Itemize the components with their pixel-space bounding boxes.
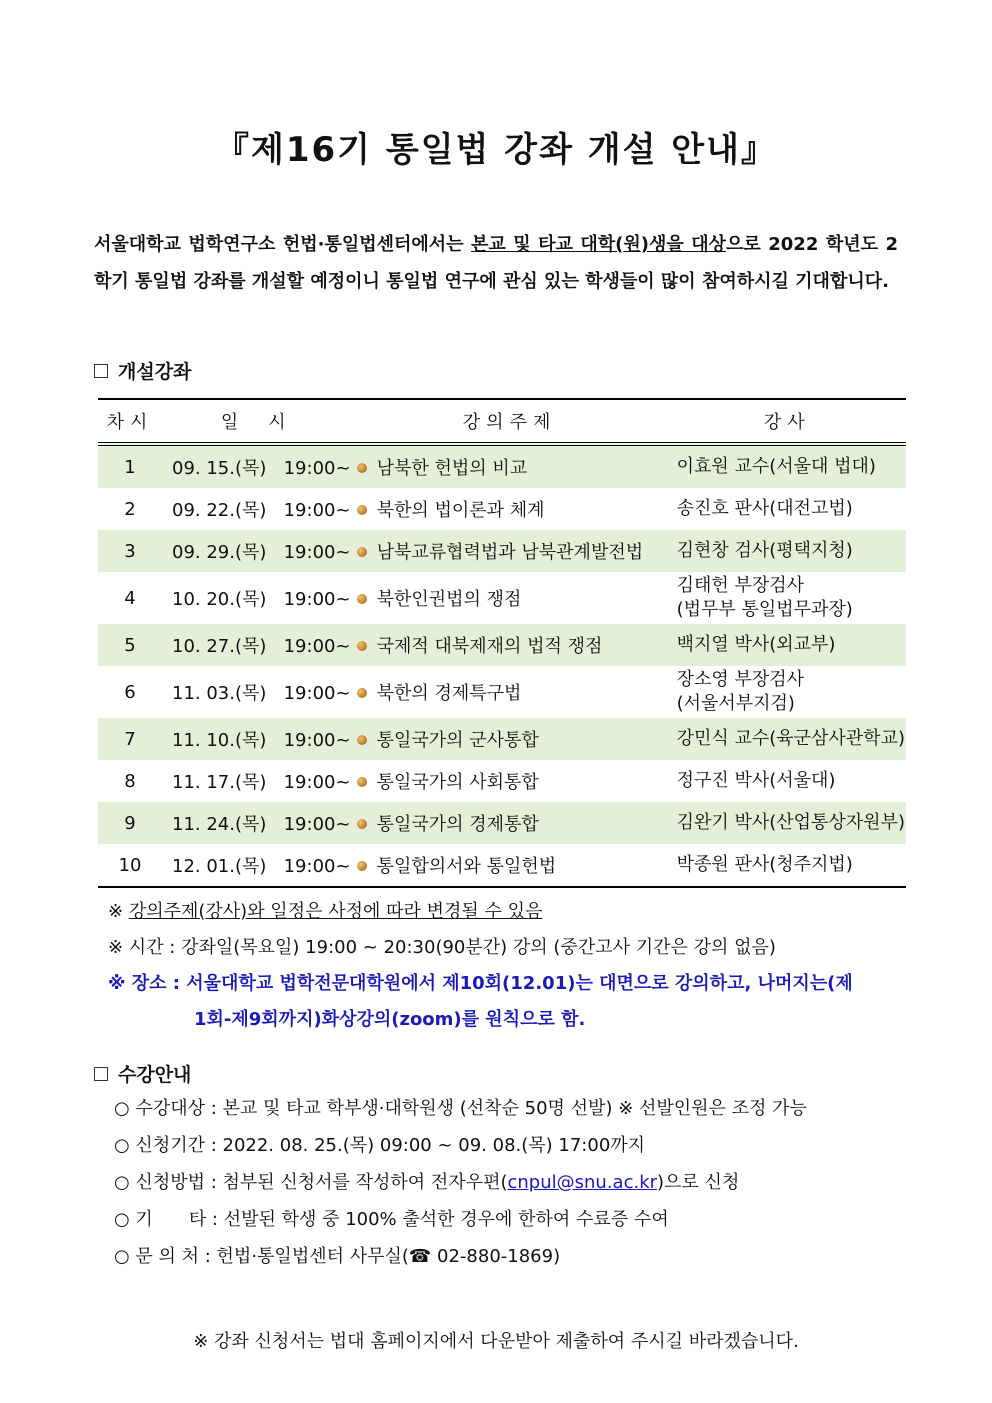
session-lecturer: 장소영 부장검사 (서울서부지검) (676, 669, 804, 714)
session-datetime: 10. 27.(목) 19:00~ (162, 624, 351, 666)
session-no: 1 (98, 444, 162, 488)
session-no: 9 (98, 802, 162, 844)
table-row (98, 844, 906, 887)
session-lecturer: 김완기 박사(산업통상자원부) (669, 802, 906, 844)
header-topic: 강의주제 (351, 399, 669, 444)
session-topic: 북한의 경제특구법 (351, 666, 669, 718)
guide-section-heading (94, 1060, 191, 1087)
checkbox-square-icon (94, 364, 108, 378)
bullet-icon (357, 547, 367, 557)
email-link[interactable]: cnpul@snu.ac.kr (507, 1172, 658, 1193)
session-lecturer: 송진호 판사(대전고법) (676, 498, 853, 519)
guide-target: ○ 수강대상 : 본교 및 타교 학부생·대학원생 (선착순 50명 선발) ※ 선발인원은 조정 가능 (114, 1098, 807, 1119)
session-datetime: 12. 01.(목) 19:00~ (162, 844, 351, 887)
header-session: 차시 (98, 399, 162, 444)
session-no: 5 (98, 624, 162, 666)
page-title: 『제16기 통일법 강좌 개설 안내』 (215, 130, 777, 170)
session-datetime: 11. 17.(목) 19:00~ (172, 772, 351, 793)
session-no: 7 (98, 718, 162, 760)
intro-target-underlined: 본교 및 타교 대학(원)생을 대상 (471, 234, 727, 255)
guide-period: ○ 신청기간 : 2022. 08. 25.(목) 09:00 ~ 09. 08.(목) 17:00까지 (114, 1135, 646, 1156)
session-lecturer: 이효원 교수(서울대 법대) (669, 444, 906, 488)
note-time: ※ 시간 : 강좌일(목요일) 19:00 ~ 20:30(90분간) 강의 (중간고사 기간은 강의 없음) (108, 937, 776, 958)
session-no: 2 (124, 498, 136, 520)
schedule-table (98, 398, 906, 888)
checkbox-square-icon (94, 1067, 108, 1081)
guide-method: ○ 신청방법 : 첨부된 신청서를 작성하여 전자우편(cnpul@snu.ac.kr)으로 신청 (114, 1172, 740, 1193)
session-lecturer: 김태헌 부장검사 (법무부 통일법무과장) (676, 575, 853, 620)
session-lecturer: 김현창 검사(평택지청) (669, 530, 906, 572)
note-change: ※ 강의주제(강사)와 일정은 사정에 따라 변경될 수 있음 (108, 901, 543, 922)
table-row (98, 488, 906, 530)
guide-list (114, 1090, 807, 1275)
session-lecturer: 박종원 판사(청주지법) (669, 844, 906, 887)
session-topic: 북한인권법의 쟁점 (351, 572, 669, 624)
session-topic: 통일합의서와 통일헌법 (351, 844, 669, 887)
session-topic: 남북한 헌법의 비교 (351, 444, 669, 488)
header-datetime: 일 시 (162, 399, 351, 444)
notes-block (108, 894, 908, 1038)
table-row (98, 624, 906, 666)
table-row (98, 666, 906, 718)
table-row (98, 760, 906, 802)
footer-note: ※ 강좌 신청서는 법대 홈페이지에서 다운받아 제출하여 주시길 바라겠습니다. (193, 1331, 799, 1352)
table-row (98, 530, 906, 572)
bullet-icon (357, 463, 367, 473)
courses-section-heading (94, 357, 191, 384)
table-row (98, 802, 906, 844)
note-venue: ※ 장소 : 서울대학교 법학전문대학원에서 제10회(12.01)는 대면으로 강의하고, 나머지는(제 1회-제9회까지)화상강의(zoom)를 원칙으로 함. (108, 973, 853, 1030)
table-row (98, 444, 906, 488)
guide-contact: ○ 문 의 처 : 헌법·통일법센터 사무실(☎ 02-880-1869) (114, 1246, 561, 1267)
session-no: 4 (124, 587, 136, 609)
session-no: 3 (98, 530, 162, 572)
session-lecturer: 정구진 박사(서울대) (676, 770, 836, 791)
session-topic: 통일국가의 사회통합 (351, 760, 669, 802)
bullet-icon (357, 735, 367, 745)
session-topic: 국제적 대북제재의 법적 쟁점 (351, 624, 669, 666)
session-topic: 북한의 법이론과 체계 (351, 488, 669, 530)
session-no: 8 (124, 770, 136, 792)
session-topic: 통일국가의 군사통합 (351, 718, 669, 760)
intro-paragraph (94, 226, 898, 300)
session-datetime: 09. 15.(목) 19:00~ (162, 444, 351, 488)
session-lecturer: 백지열 박사(외교부) (669, 624, 906, 666)
intro-text-1: 서울대학교 법학연구소 헌법·통일법센터에서는 (94, 234, 472, 255)
table-header-row (98, 399, 906, 444)
bullet-icon (357, 861, 367, 871)
header-lecturer: 강사 (669, 399, 906, 444)
intro-text-2: 으로 2022 학년도 2학기 통일법 강좌를 개설할 예정이니 통일법 연구에 관심 있는 학생들이 많이 참여하시길 기대합니다. (94, 234, 898, 292)
guide-heading-label: 수강안내 (118, 1064, 192, 1086)
bullet-icon (357, 641, 367, 651)
session-datetime: 09. 29.(목) 19:00~ (162, 530, 351, 572)
session-datetime: 11. 24.(목) 19:00~ (162, 802, 351, 844)
table-row (98, 718, 906, 760)
bullet-icon (357, 777, 367, 787)
bullet-icon (357, 819, 367, 829)
session-no: 10 (98, 844, 162, 887)
session-topic: 남북교류협력법과 남북관계발전법 (351, 530, 669, 572)
session-lecturer: 강민식 교수(육군삼사관학교) (669, 718, 906, 760)
session-datetime: 09. 22.(목) 19:00~ (172, 500, 351, 521)
session-datetime: 11. 10.(목) 19:00~ (162, 718, 351, 760)
session-datetime: 10. 20.(목) 19:00~ (172, 589, 351, 610)
bullet-icon (357, 594, 367, 604)
guide-etc: ○ 기 타 : 선발된 학생 중 100% 출석한 경우에 한하여 수료증 수여 (114, 1209, 669, 1230)
bullet-icon (357, 505, 367, 515)
session-no: 6 (124, 681, 136, 703)
table-row (98, 572, 906, 624)
courses-heading-label: 개설강좌 (118, 361, 192, 383)
session-datetime: 11. 03.(목) 19:00~ (172, 683, 351, 704)
session-topic: 통일국가의 경제통합 (351, 802, 669, 844)
bullet-icon (357, 688, 367, 698)
